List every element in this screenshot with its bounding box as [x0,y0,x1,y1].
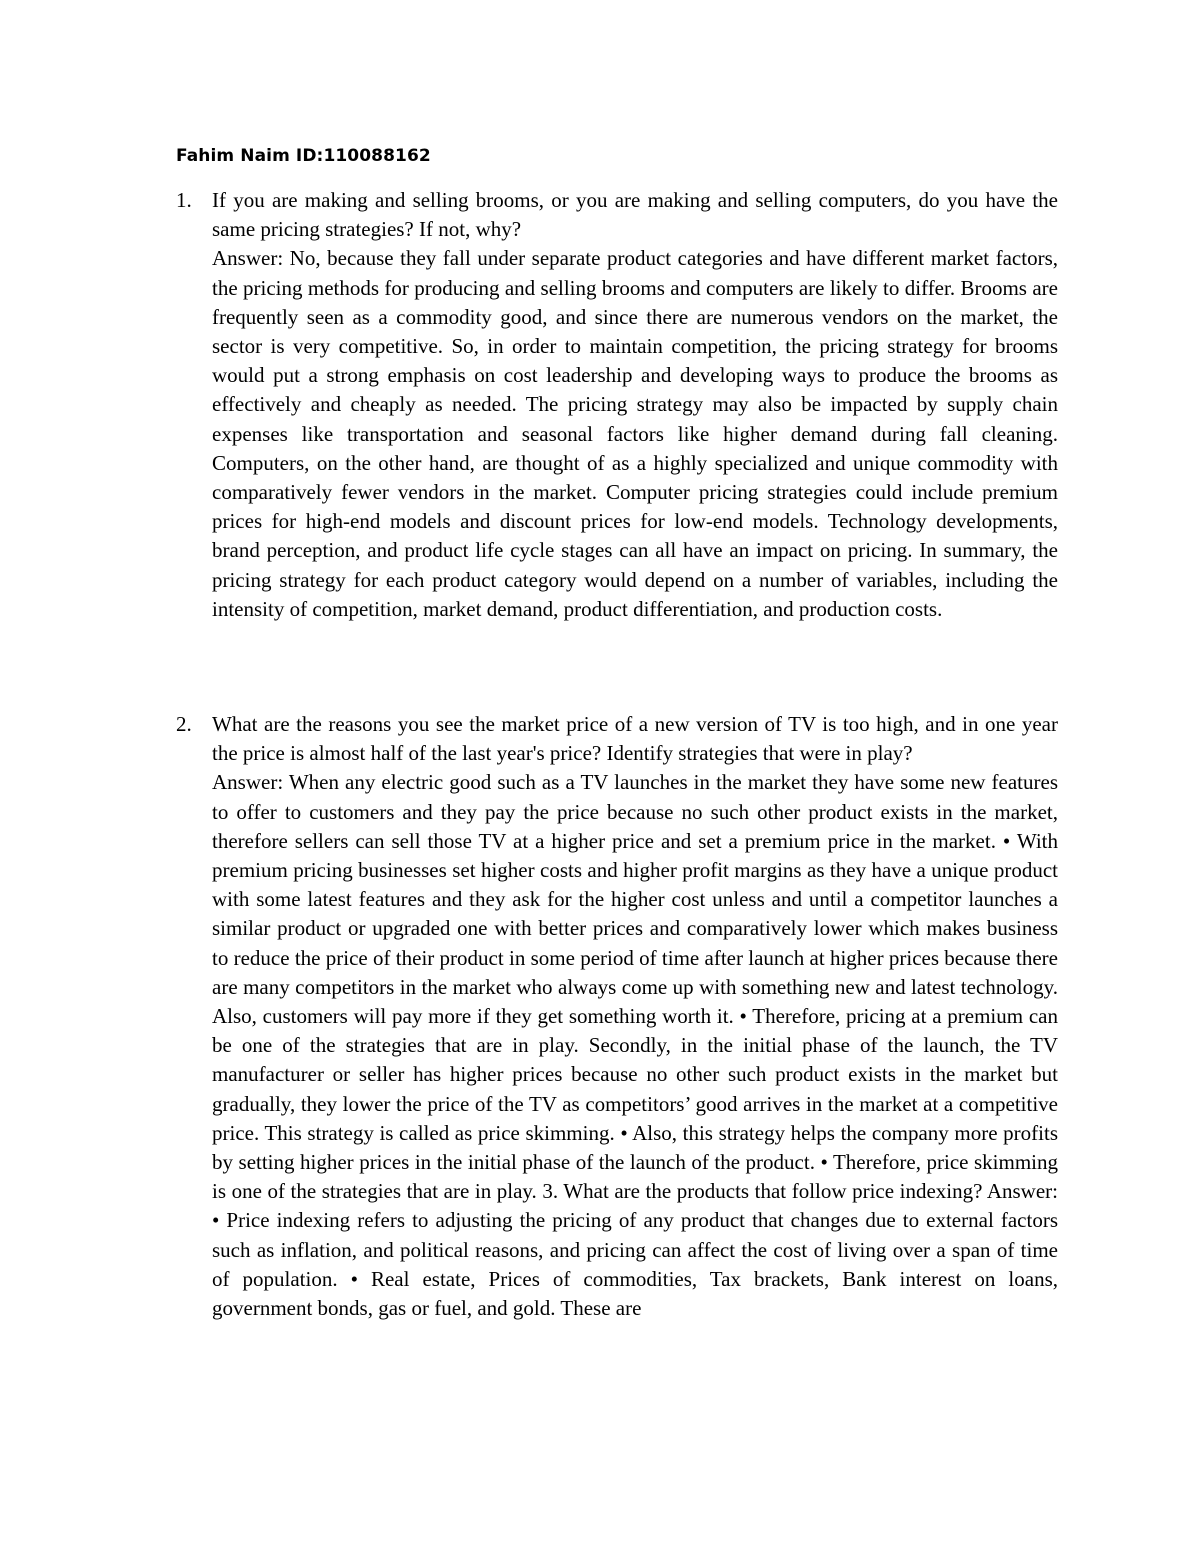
answer-text: Answer: No, because they fall under separate product categories and have different market factors, the pricing methods for producing and selling brooms and computers are likely to differ. Brooms are frequently seen as a commodity good, and since there are numerous vendors on the market, the sector is very competitive. So, in order to maintain competition, the pricing strategy for brooms would put a strong emphasis on cost leadership and developing ways to produce the brooms as effectively and cheaply as needed. The pricing strategy may also be impacted by supply chain expenses like transportation and seasonal factors like higher demand during fall cleaning. Computers, on the other hand, are thought of as a highly specialized and unique commodity with comparatively fewer vendors in the market. Computer pricing strategies could include premium prices for high-end models and discount prices for low-end models. Technology developments, brand perception, and product life cycle stages can all have an impact on pricing. In summary, the pricing strategy for each product category would depend on a number of variables, including the intensity of competition, market demand, product differentiation, and production costs. [212,246,1058,621]
question-body [212,186,1058,624]
author-header: Fahim Naim ID:110088162 [176,146,431,166]
question-text: If you are making and selling brooms, or you are making and selling computers, do you have the same pricing strategies? If not, why? [212,188,1058,242]
question-text: What are the reasons you see the market price of a new version of TV is too high, and in one year the price is almost half of the last year's price? Identify strategies that were in play? [212,712,1058,766]
answer-text: Answer: When any electric good such as a TV launches in the market they have some new features to offer to customers and they pay the price because no such other product exists in the market, therefore sellers can sell those TV at a higher price and set a premium price in the market. • With premium pricing businesses set higher costs and higher profit margins as they have a unique product with some latest features and they ask for the higher cost unless and until a competitor launches a similar product or upgraded one with better prices and comparatively lower which makes business to reduce the price of their product in some period of time after launch at higher prices because there are many competitors in the market who always come up with something new and latest technology. Also, customers will pay more if they get something worth it. • Therefore, pricing at a premium can be one of the strategies that are in play. Secondly, in the initial phase of the launch, the TV manufacturer or seller has higher prices because no other such product exists in the market but gradually, they lower the price of the TV as competitors’ good arrives in the market at a competitive price. This strategy is called as price skimming. • Also, this strategy helps the company more profits by setting higher prices in the initial phase of the launch of the product. • Therefore, price skimming is one of the strategies that are in play. 3. What are the products that follow price indexing? Answer: • Price indexing refers to adjusting the pricing of any product that changes due to external factors such as inflation, and political reasons, and pricing can affect the cost of living over a span of time of population. • Real estate, Prices of commodities, Tax brackets, Bank interest on loans, government bonds, gas or fuel, and gold. These are [212,770,1058,1321]
question-item-2 [176,710,1058,1323]
question-item-1 [176,186,1058,624]
question-body [212,710,1058,1323]
question-number: 1. [176,188,192,212]
question-number: 2. [176,712,192,736]
